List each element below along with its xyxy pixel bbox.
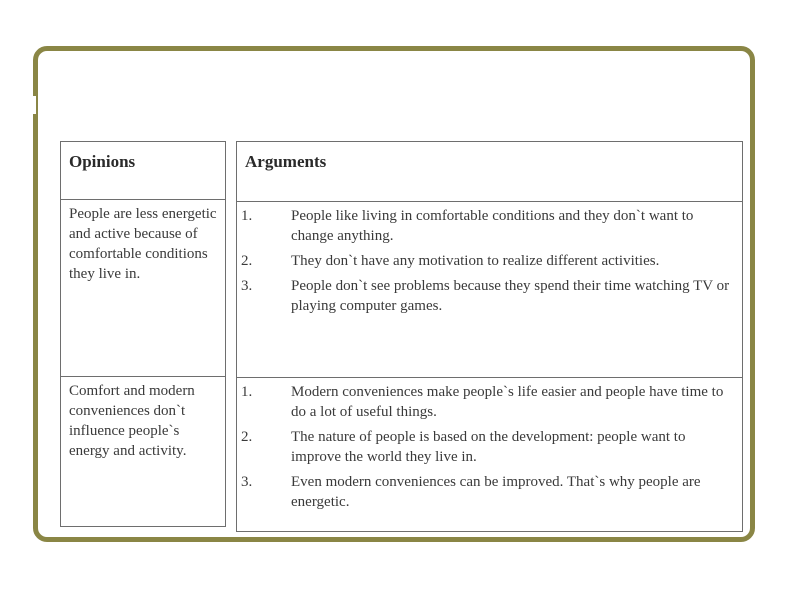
list-item-text: Modern conveniences make people`s life easier and people have time to do a lot of useful things. (291, 384, 724, 420)
opinion-text-2: Comfort and modern conveniences don`t influence people`s energy and activity. (69, 383, 195, 459)
arguments-header-cell (237, 142, 742, 202)
list-item-number: 2. (241, 429, 253, 445)
list-item-text: People don`t see problems because they spend their time watching TV or playing computer games. (291, 278, 730, 314)
list-item-text: People like living in comfortable conditions and they don`t want to change anything. (291, 208, 694, 244)
list-item-text: Even modern conveniences can be improved. That`s why people are energetic. (291, 474, 701, 510)
list-item-text: The nature of people is based on the development: people want to improve the world they live in. (291, 429, 686, 465)
arguments-header: Arguments (245, 152, 327, 171)
opinion-text-1: People are less energetic and active because of comfortable conditions they live in. (69, 206, 217, 282)
list-item (237, 276, 734, 316)
list-item-number: 1. (241, 208, 253, 224)
opinion-cell-2 (61, 377, 225, 525)
list-item-number: 1. (241, 384, 253, 400)
opinions-header: Opinions (69, 152, 136, 171)
opinions-header-cell (61, 142, 225, 200)
list-item (237, 427, 734, 467)
opinions-table (60, 141, 226, 527)
argument-cell-2 (237, 378, 742, 530)
list-item (237, 382, 734, 422)
list-item-number: 2. (241, 253, 253, 269)
argument-cell-1 (237, 202, 742, 377)
list-item-number: 3. (241, 278, 253, 294)
list-item-number: 3. (241, 474, 253, 490)
argument-list-2 (237, 382, 734, 517)
slide-title-remnant (30, 33, 39, 47)
list-item (237, 251, 734, 271)
list-item-text: They don`t have any motivation to realize different activities. (291, 253, 660, 269)
list-item (237, 206, 734, 246)
argument-list-1 (237, 206, 734, 321)
arguments-table (236, 141, 743, 532)
title-remnant-mark (28, 96, 36, 114)
opinion-cell-1 (61, 200, 225, 376)
list-item (237, 472, 734, 512)
